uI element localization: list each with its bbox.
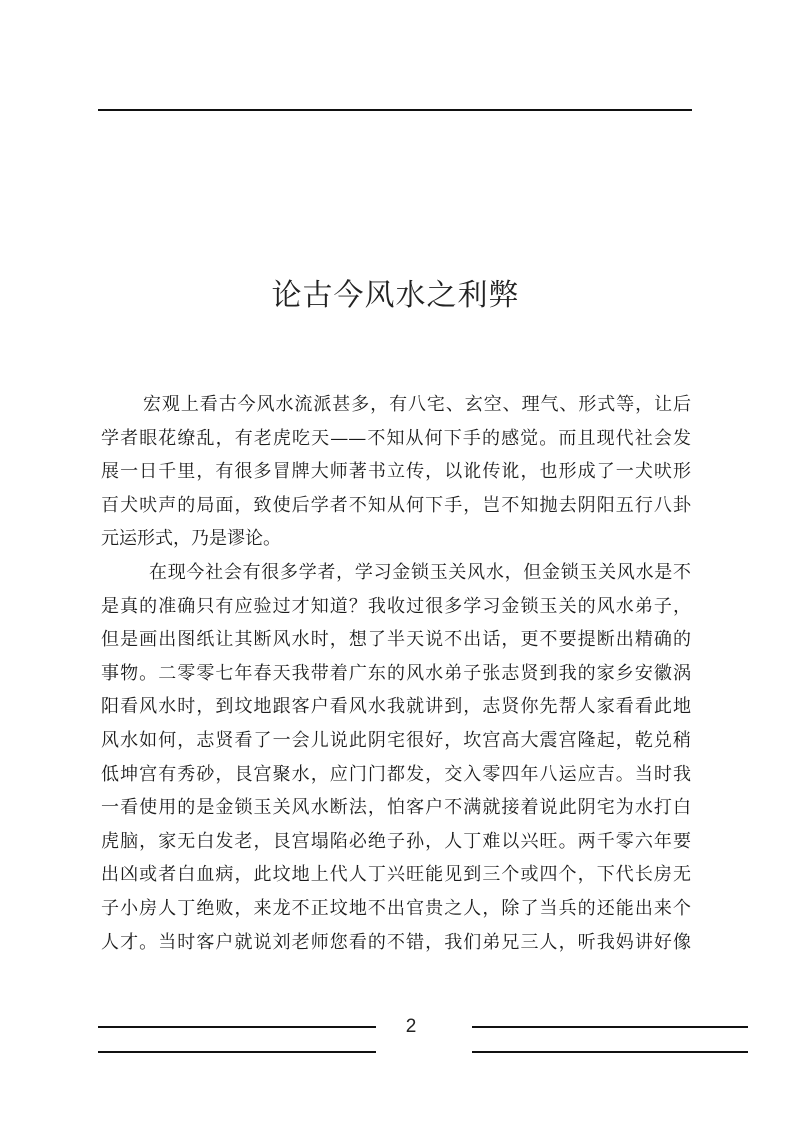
text-line: 在现今社会有很多学者，学习金锁玉关风水，但金锁玉关风水是不 xyxy=(149,561,691,583)
paragraph-1 xyxy=(101,388,691,556)
text-line: 子小房人丁绝败，来龙不正坟地不出官贵之人，除了当兵的还能出来个 xyxy=(101,897,691,919)
paragraph-2 xyxy=(101,556,691,959)
text-line: 虎脑，家无白发老，艮宫塌陷必绝子孙，人丁难以兴旺。两千零六年要 xyxy=(101,830,691,852)
footer-rule-top-left xyxy=(98,1026,376,1028)
text-line: 低坤宫有秀砂，艮宫聚水，应门门都发，交入零四年八运应吉。当时我 xyxy=(101,763,691,785)
text-line: 是真的准确只有应验过才知道？我收过很多学习金锁玉关的风水弟子， xyxy=(101,595,691,617)
text-line: 展一日千里，有很多冒牌大师著书立传，以讹传讹，也形成了一犬吠形 xyxy=(101,461,691,483)
text-line: 但是画出图纸让其断风水时，想了半天说不出话，更不要提断出精确的 xyxy=(101,629,691,651)
footer-rule-bottom-right xyxy=(472,1051,748,1053)
text-line: 人才。当时客户就说刘老师您看的不错，我们弟兄三人，听我妈讲好像 xyxy=(101,931,691,953)
text-line: 事物。二零零七年春天我带着广东的风水弟子张志贤到我的家乡安徽涡 xyxy=(101,662,691,684)
text-line: 学者眼花缭乱，有老虎吃天——不知从何下手的感觉。而且现代社会发 xyxy=(101,427,691,449)
header-rule xyxy=(98,109,692,111)
page-title: 论古今风水之利弊 xyxy=(271,278,520,313)
article-body xyxy=(101,388,691,959)
text-line: 宏观上看古今风水流派甚多，有八宅、玄空、理气、形式等，让后 xyxy=(143,394,691,415)
text-line: 元运形式，乃是谬论。 xyxy=(101,528,281,550)
page-number: 2 xyxy=(405,1016,417,1037)
text-line: 阳看风水时，到坟地跟客户看风水我就讲到，志贤你先帮人家看看此地 xyxy=(101,696,691,718)
footer-rule-bottom-left xyxy=(98,1051,376,1053)
text-line: 一看使用的是金锁玉关风水断法，怕客户不满就接着说此阴宅为水打白 xyxy=(101,797,691,819)
text-line: 风水如何，志贤看了一会儿说此阴宅很好，坎宫高大震宫隆起，乾兑稍 xyxy=(101,729,691,751)
text-line: 百犬吠声的局面，致使后学者不知从何下手，岂不知抛去阴阳五行八卦 xyxy=(101,494,691,516)
text-line: 出凶或者白血病，此坟地上代人丁兴旺能见到三个或四个，下代长房无 xyxy=(101,864,691,886)
footer-rule-top-right xyxy=(472,1026,748,1028)
